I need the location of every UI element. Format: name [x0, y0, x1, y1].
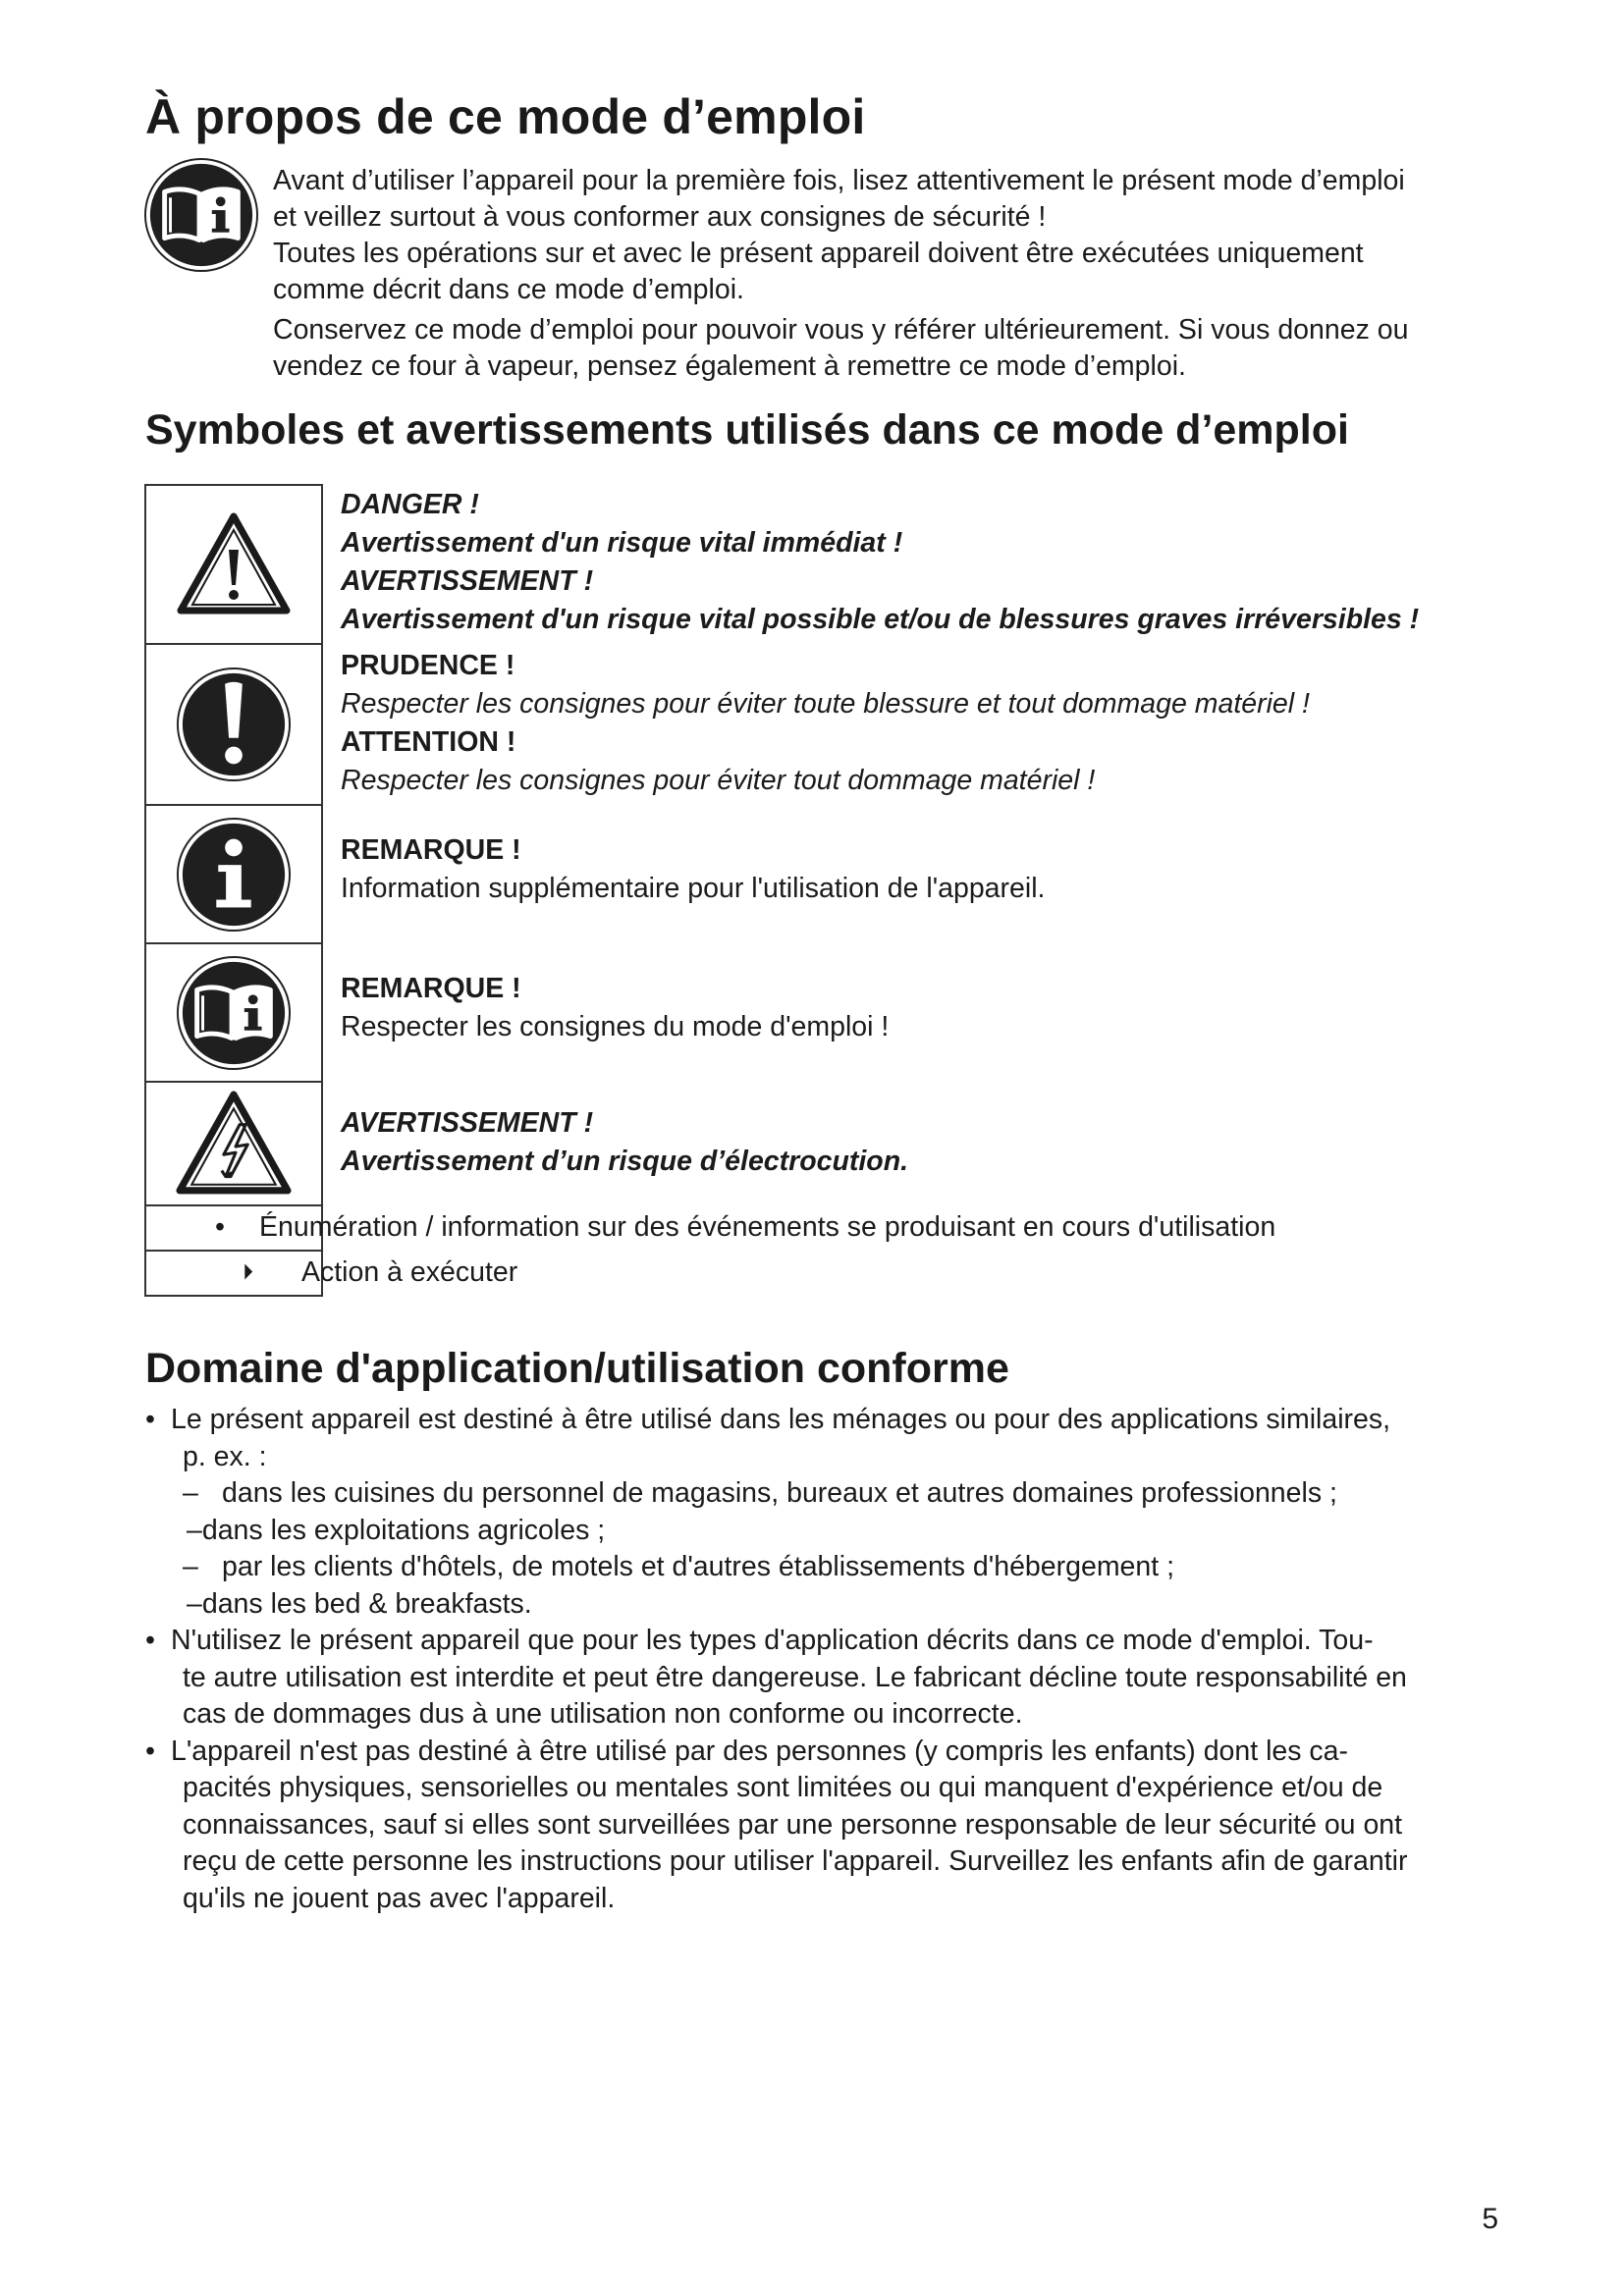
symbol-row-note-info	[144, 806, 1499, 944]
symbol-row-caution	[144, 645, 1499, 806]
intro-paragraph-3: Conservez ce mode d’emploi pour pouvoir vous y référer ultérieurement. Si vous donnez ou vendez ce four à vapeur, pensez également à remettre ce mode d’emploi.	[273, 314, 1409, 382]
symbol-text-caution	[341, 647, 1310, 800]
intro-paragraph-1: Avant d’utiliser l’appareil pour la première fois, lisez attentivement le présent mode d’emploi et veillez surtout à vous conformer aux consignes de sécurité !	[273, 165, 1405, 233]
symbol-text-electric	[341, 1104, 908, 1181]
list-subitem-cont: –dans les exploitations agricoles ;	[187, 1514, 606, 1546]
manual-info-icon	[143, 157, 259, 273]
domain-heading: Domaine d'application/utilisation conforme	[145, 1345, 1009, 1392]
intro-paragraph-2: Toutes les opérations sur et avec le présent appareil doivent être exécutées uniquement comme décrit dans ce mode d’emploi.	[273, 238, 1364, 305]
danger-label: DANGER !	[341, 489, 479, 520]
list-item: • N'utilisez le présent appareil que pour les types d'application décrits dans ce mode d'emploi. Tou- te autre utilisation est interdite et peut être dangereuse. Le fabricant décline toute responsabilité en cas de dommages dus à une utilisation non conforme ou incorrecte.	[145, 1625, 1407, 1730]
elec-text: Avertissement d’un risque d’électrocution.	[341, 1146, 909, 1177]
manual-info-icon	[176, 955, 292, 1071]
note2-text: Respecter les consignes du mode d'emploi !	[341, 1011, 890, 1042]
attention-text: Respecter les consignes pour éviter tout dommage matériel !	[341, 765, 1096, 796]
bullet-glyph: •	[215, 1211, 225, 1243]
elec-label: AVERTISSEMENT !	[341, 1107, 594, 1139]
list-item: • Le présent appareil est destiné à être utilisé dans les ménages ou pour des applications similaires, p. ex. :	[145, 1404, 1391, 1472]
symbol-row-electric	[144, 1083, 1499, 1206]
bullet-text: Énumération / information sur des événements se produisant en cours d'utilisation	[259, 1211, 1276, 1243]
list-subitem: – dans les cuisines du personnel de magasins, bureaux et autres domaines professionnels ;	[183, 1477, 1337, 1509]
info-icon	[176, 817, 292, 933]
caution-text: Respecter les consignes pour éviter toute blessure et tout dommage matériel !	[341, 688, 1310, 720]
page-number: 5	[1482, 2203, 1498, 2235]
list-item: • L'appareil n'est pas destiné à être utilisé par des personnes (y compris les enfants) dont les ca- pacités physiques, sensorielles ou mentales sont limitées ou qui manquent d'expérience et/ou de connaissances, sauf si elles sont surveillées par une personne responsable de leur sécurité ou ont reçu de cette personne les instructions pour utiliser l'appareil. Surveillez les enfants afin de garantir qu'ils ne jouent pas avec l'appareil.	[145, 1735, 1408, 1914]
attention-label: ATTENTION !	[341, 726, 516, 758]
symbol-row-bullet	[144, 1206, 1499, 1252]
domain-list	[145, 1402, 1510, 1917]
note1-text: Information supplémentaire pour l'utilisation de l'appareil.	[341, 873, 1046, 904]
symbol-row-danger	[144, 484, 1499, 645]
caution-label: PRUDENCE !	[341, 650, 515, 681]
symbols-table	[144, 484, 1499, 1297]
page-title: À propos de ce mode d’emploi	[145, 89, 866, 144]
symbol-text-danger	[341, 486, 1419, 639]
symbol-text-note-manual	[341, 970, 889, 1046]
danger-text: Avertissement d'un risque vital immédiat !	[341, 527, 903, 559]
note1-label: REMARQUE !	[341, 834, 521, 866]
list-subitem: – par les clients d'hôtels, de motels et d'autres établissements d'hébergement ;	[183, 1551, 1175, 1582]
warning-triangle-icon	[175, 510, 293, 618]
action-text: Action à exécuter	[301, 1256, 518, 1288]
note2-label: REMARQUE !	[341, 973, 521, 1004]
list-subitem-cont: –dans les bed & breakfasts.	[187, 1587, 532, 1620]
symbol-text-note-info	[341, 831, 1045, 908]
warning-text: Avertissement d'un risque vital possible et/ou de blessures graves irréversibles !	[341, 604, 1420, 635]
symbols-heading: Symboles et avertissements utilisés dans ce mode d’emploi	[145, 406, 1349, 454]
symbol-row-action	[144, 1252, 1499, 1297]
action-arrow-icon: ⏵	[243, 1259, 254, 1284]
exclamation-icon	[176, 667, 292, 782]
warning-label: AVERTISSEMENT !	[341, 565, 594, 597]
intro-text	[273, 163, 1505, 385]
electric-shock-icon	[173, 1089, 295, 1199]
symbol-row-note-manual	[144, 944, 1499, 1083]
